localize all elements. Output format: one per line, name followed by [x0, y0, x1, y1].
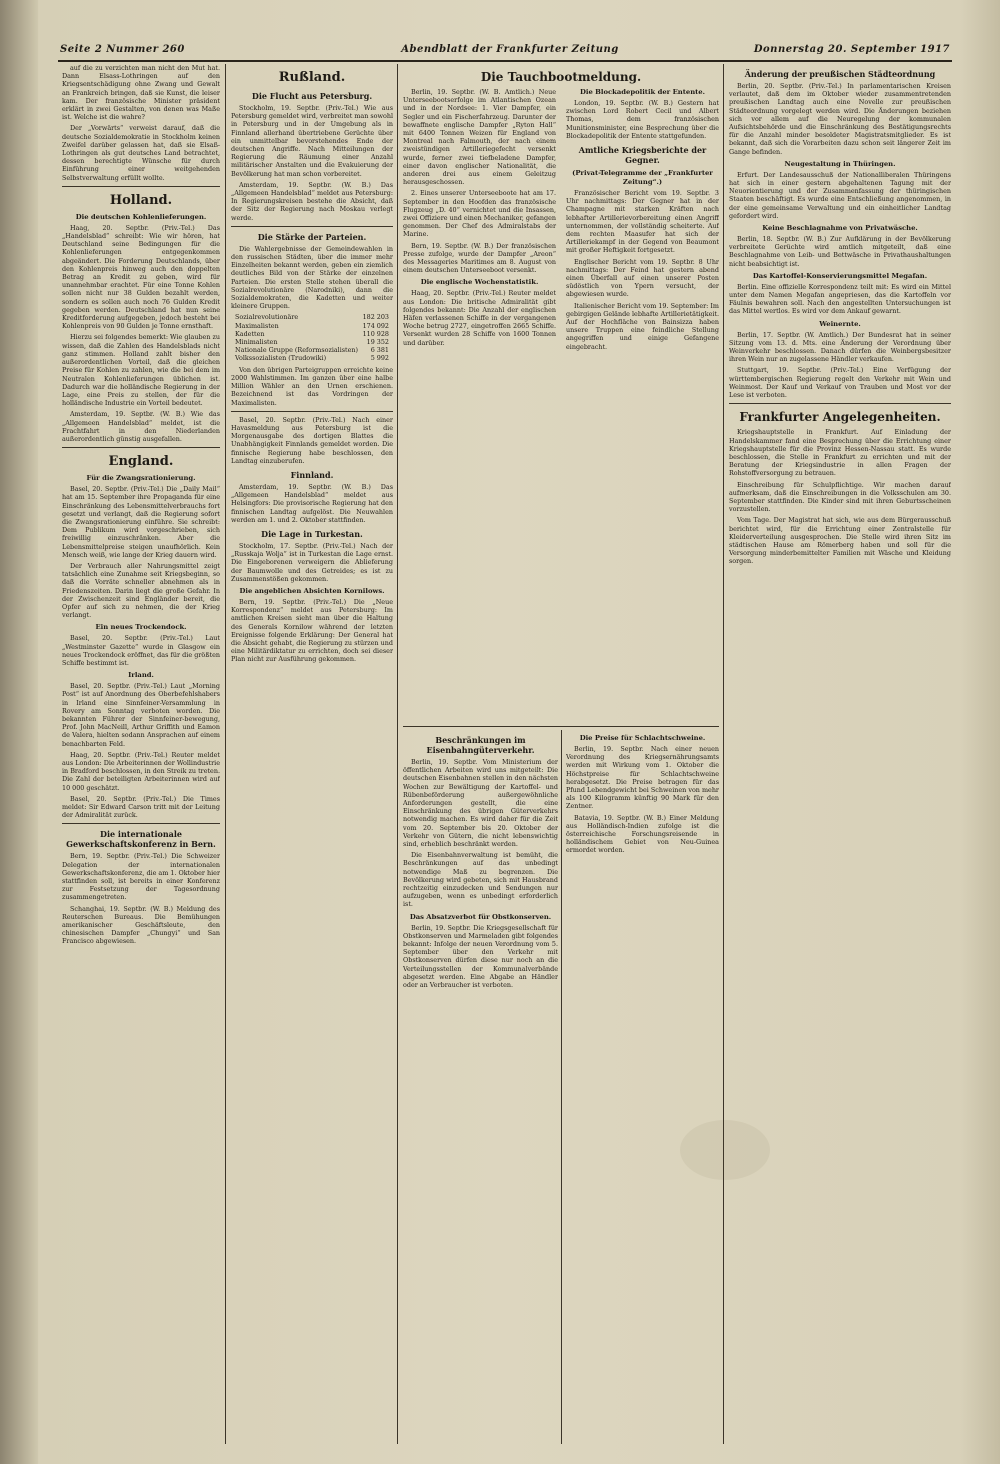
article-heading: Die internationale Gewerkschaftskonferenz in Bern. — [66, 829, 216, 850]
section-heading: Die Tauchbootmeldung. — [480, 70, 642, 84]
article-paragraph: Französischer Bericht vom 19. Septbr. 3 Uhr nachmittags: Der Gegner hat in der Champagne mit starken Kräften nach lebhafter Artillerievorbereitung einen Angriff unternommen, der vollständig scheiterte. Auf dem rechten Maasufer hat sich der Artilleriekampf in der Gegend von Beaumont mit großer Heftigkeit fortgesetzt. — [566, 189, 719, 255]
column-3-top — [403, 64, 719, 724]
article-paragraph: Berlin, 19. Septbr. Nach einer neuen Verordnung des Kriegsernährungsamts werden mit Wirkung vom 1. Oktober die Höchstpreise für Schlachtschweine herabgesetzt. Die Preise betragen für das Pfund Lebendgewicht bei Schweinen von mehr als 100 Kilogramm künftig 90 Mark für den Zentner. — [566, 745, 719, 811]
article-heading: Beschränkungen im Eisenbahngüterverkehr. — [426, 735, 535, 755]
article-heading: Für die Zwangsrationierung. — [86, 474, 196, 483]
section-heading: England. — [108, 454, 174, 470]
article-heading: Änderung der preußischen Städteordnung — [744, 69, 936, 79]
article-paragraph: Schanghai, 19. Septbr. (W. B.) Meldung des Reuterschen Bureaus. Die Bemühungen amerikanischer Geschäftsleute, den chinesischen Dampfer „Chungyi“ und San Francisco abgewiesen. — [62, 904, 220, 946]
article-paragraph: Bern, 19. Septbr. (Priv.-Tel.) Die Schweizer Delegation der internationalen Gewerkschaftskonferenz, die am 1. Oktober hier stattfinden soll, ist bereits in einer Konferenz zur Festsetzung der Tagesordnung zusammengetreten. — [62, 852, 220, 902]
article-paragraph: Stockholm, 17. Septbr. (Priv.-Tel.) Nach der „Russkaja Wolja“ ist in Turkestan die Lage ernst. Die Eingeborenen verweigern die Ablieferung der Baumwolle und des Getreides; es ist zu Zusammenstößen gekommen. — [231, 541, 393, 583]
article-paragraph: Berlin, 17. Septbr. (W. Amtlich.) Der Bundesrat hat in seiner Sitzung vom 13. d. Mts. eine Änderung der Verordnung über Weinverkehr beschlossen. Danach dürfen die Weinbergsbesitzer ihren Wein nur an zugelassene Händler verkaufen. — [729, 330, 951, 364]
article-paragraph: Bern, 19. Septbr. (Priv.-Tel.) Die „Neue Korrespondenz“ meldet aus Petersburg: Im amtlichen Kreisen sieht man über die Haltung des Generals Kornilow während der letzten Ereignisse folgende Erklärung: Der General hat die Absicht gehabt, die Regierung zu stürzen und eine Militärdiktatur zu errichten, doch sei dieser Plan nicht zur Ausführung gekommen. — [231, 597, 393, 664]
article-paragraph: Amsterdam, 19. Septbr. (W. B.) Das „Allgemeen Handelsblad“ meldet aus Helsingfors: Die provisorische Regierung hat den finnischen Landtag aufgelöst. Die Neuwahlen werden am 1. und 2. Oktober stattfinden. — [231, 482, 393, 524]
article-paragraph: Erfurt. Der Landesausschuß der Nationalliberalen Thüringens hat sich in einer gestern abgehaltenen Tagung mit der Neuorientierung und der Zusammenfassung der thüringischen Staaten beschäftigt. Es wurde eine Entschließung angenommen, in der eine gemeinsame Verwaltung und ein einheitlicher Landtag gefordert wird. — [729, 170, 951, 220]
article-heading: Keine Beschlagnahme von Privatwäsche. — [762, 224, 918, 233]
column-divider — [225, 64, 226, 1444]
article-paragraph: Vom Tage. Der Magistrat hat sich, wie aus dem Bürgerausschuß berichtet wird, für die Errichtung einer Zentralstelle für Kleiderverteilung ausgesprochen. Die Stelle wird ihren Sitz im städtischen Hause am Römerberg haben und soll für die Versorgung minderbemittelter Familien mit Wäsche und Kleidung sorgen. — [729, 516, 951, 566]
article-heading: Ein neues Trockendock. — [95, 623, 187, 632]
table-row: Kadetten 110 928 — [235, 329, 389, 338]
article-paragraph: Die Eisenbahnverwaltung ist bemüht, die Beschränkungen auf das unbedingt notwendige Maß zu begrenzen. Die Bevölkerung wird gebeten, sich mit Hausbrand rechtzeitig einzudecken und Sendungen nur aufzugeben, wenn es unbedingt erforderlich ist. — [403, 851, 558, 909]
article-heading: Die Preise für Schlachtschweine. — [579, 734, 706, 742]
article-paragraph: Berlin, 19. Septbr. Vom Ministerium der öffentlichen Arbeiten wird uns mitgeteilt: Die deutschen Eisenbahnen stellen in den nächsten Wochen zur Bewältigung der Kartoffel- und Rübenbeförderung außergewöhnliche Anforderungen gestellt, die eine Einschränkung des übrigen Güterverkehrs notwendig machen. Es wird daher für die Zeit vom 20. September bis 20. Oktober der Verkehr von Gütern, die nicht lebenswichtig sind, erheblich beschränkt werden. — [403, 758, 558, 849]
article-paragraph: Der „Vorwärts“ verweist darauf, daß die deutsche Sozialdemokratie in Stockholm keinen Zweifel darüber gelassen hat, daß sie Elsaß-Lothringen als gut deutsches Land betrachtet, dessen berechtigte Wünsche für durch Einführung einer weitgehenden Selbstverwaltung erfüllt wollte. — [62, 124, 220, 182]
article-paragraph: Bern, 19. Septbr. (W. B.) Der französischen Presse zufolge, wurde der Dampfer „Areon“ des Messageries Maritimes am 8. August von einem deutschen Unterseeboot versenkt. — [403, 241, 556, 275]
article-paragraph: Englischer Bericht vom 19. Septbr. 8 Uhr nachmittags: Der Feind hat gestern abend einen Überfall auf einen unserer Posten südöstlich von Ypern versucht, der abgewiesen wurde. — [566, 257, 719, 299]
article-paragraph: Batavia, 19. Septbr. (W. B.) Einer Meldung aus Holländisch-Indien zufolge ist die österreichische Forschungsreisende in holländischem Gebiet von Neu-Guinea ermordet worden. — [566, 813, 719, 855]
masthead — [60, 42, 950, 60]
article-heading: Die Lage in Turkestan. — [261, 528, 363, 539]
article-paragraph: Haag, 20. Septbr. (Priv.-Tel.) Reuter meldet aus London: Die Arbeiterinnen der Wollindustrie in Bradford beschlossen, in den Streik zu treten. Die Zahl der beteiligten Arbeiterinnen wird auf 10 000 geschätzt. — [62, 750, 220, 792]
article-paragraph: Haag, 20. Septbr. (Priv.-Tel.) Reuter meldet aus London: Die britische Admiralität gibt folgendes bekannt: Die Anzahl der englischen Häfen verlassenen Schiffe in der vergangenen Woche betrug 2727, eingetroffen 2665 Schiffe. Versenkt wurden 28 Schiffe von 1600 Tonnen und darüber. — [403, 289, 556, 347]
article-paragraph: Berlin, 19. Septbr. (W. B. Amtlich.) Neue Unterseebootserfolge im Atlantischen Ozean und in der Nordsee: 1. Vier Dampfer, ein Segler und ein Fischerfahrzeug. Darunter der bewaffnete englische Dampfer „Ryton Hall“ mit 6400 Tonnen Weizen für England von Montreal nach Falmouth, der nach einem zweistündigen Artilleriegefecht versenkt wurde, ferner zwei tiefbeladene Dampfer, einer davon englischer Nationalität, die anderen drei aus einem Geleitzug herausgeschossen. — [403, 88, 556, 187]
article-subheading: (Privat-Telegramme der „Frankfurter Zeitung“.) — [572, 169, 713, 187]
article-paragraph: Basel, 20. Septbr. (Priv.-Tel.) Laut „Westminster Gazette“ wurde in Glasgow ein neues Trockendock eröffnet, das für die größten Schiffe bestimmt ist. — [62, 634, 220, 667]
paper-stain — [680, 1120, 770, 1180]
table-row: Sozialrevolutionäre 182 203 — [235, 313, 389, 322]
masthead-rule — [58, 60, 952, 62]
article-paragraph: Von den übrigen Parteigruppen erreichte keine 2000 Wahlstimmen. Im ganzen über eine halbe Million Wähler an den Urnen erschienen. Bezeichnend ist das Vordringen der Maximalisten. — [231, 365, 393, 407]
column-divider — [397, 64, 398, 1444]
article-heading: Neugestaltung in Thüringen. — [784, 159, 896, 168]
article-paragraph: Kriegshauptstelle in Frankfurt. Auf Einladung der Handelskammer fand eine Besprechung über die Errichtung einer Kriegshauptstelle für die Provinz Hessen-Nassau statt. Es wurde beschlossen, die Stelle in Frankfurt zu errichten und mit der Beratung der Kriegsindustrie in allen Fragen der Rohstoffversorgung zu betrauen. — [729, 428, 951, 478]
article-heading: Die Flucht aus Petersburg. — [251, 91, 373, 101]
article-paragraph: Basel, 20. Septbr. (Priv.-Tel.) Laut „Morning Post“ ist auf Anordnung des Oberbefehlshabers in Irland eine Sinnfeiner-Versammlung in Rovery am Sonntag verboten worden. Die bekannten Führer der Sinnfeiner-bewegung, Prof. John MacNeill, Arthur Griffith und Eamon de Valera, hielten sodann Ansprachen auf einem benachbarten Feld. — [62, 682, 220, 748]
column-4 — [729, 64, 951, 1444]
table-row: Volkssozialisten (Trudowiki) 5 992 — [235, 354, 389, 363]
article-heading: Irland. — [128, 671, 154, 680]
article-heading: Die deutschen Kohlenlieferungen. — [75, 212, 207, 221]
article-heading: Finnland. — [290, 469, 334, 480]
table-row: Nationale Gruppe (Reformsozialisten) 6 381 — [235, 346, 389, 355]
newspaper-title: Abendblatt der Frankfurter Zeitung — [401, 44, 619, 55]
article-paragraph: Stuttgart, 19. Septbr. (Priv.-Tel.) Eine Verfügung der württembergischen Regierung regelt den Verkehr mit Wein und Weinmost. Der Kauf und Verkauf von Trauben und Most vor der Lese ist verboten. — [729, 366, 951, 400]
article-paragraph: Berlin, 20. Septbr. (Priv.-Tel.) In parlamentarischen Kreisen verlautet, daß dem im Oktober wieder zusammentretenden preußischen Landtag auch eine Novelle zur preußischen Städteordnung vorgelegt werden wird. Die Änderungen beziehen sich vor allem auf die Neuregelung der kommunalen Aufsichtsbehörde und die Einschränkung des Bestätigungsrechts für die Anzahl minder besoldeter Magistratsmitglieder. Es ist bekannt, daß sich die Vorarbeiten dazu schon seit längerer Zeit im Gange befinden. — [729, 82, 951, 156]
page-number: Seite 2 Nummer 260 — [60, 44, 185, 55]
article-heading: Die englische Wochenstatistik. — [420, 278, 539, 287]
issue-date: Donnerstag 20. September 1917 — [753, 44, 950, 55]
article-paragraph: Der Verbrauch aller Nahrungsmittel zeigt tatsächlich eine Zunahme seit Kriegsbeginn, so daß die Vorräte schneller abnehmen als in Friedenszeiten. Darin liegt die große Gefahr. In der Zwischenzeit sind Engländer bereit, die Opfer auf sich zu nehmen, die der Krieg verlangt. — [62, 561, 220, 620]
article-paragraph: Berlin. Eine offizielle Korrespondenz teilt mit: Es wird ein Mittel unter dem Namen Megafan angepriesen, das die Kartoffeln vor Fäulnis bewahren soll. Nach den angestellten Untersuchungen ist das Mittel wertlos. Es wird vor dem Ankauf gewarnt. — [729, 282, 951, 316]
article-paragraph: Einschreibung für Schulpflichtige. Wir machen darauf aufmerksam, daß die Einschreibungen in die Volksschulen am 30. September stattfinden. Die Kinder sind mit ihren Geburtsscheinen vorzustellen. — [729, 480, 951, 514]
article-heading: Weinernte. — [819, 319, 861, 328]
column-3-right — [566, 730, 719, 1444]
article-paragraph: Basel, 20. Septbr. (Priv.-Tel.) Die „Daily Mail“ hat am 15. September ihre Propaganda für eine Einschränkung des Lebensmittelverbrauchs fort gesetzt und verlangt, daß die Regierung sofort die Zwangsrationierung einführe. Sie schreibt: Dem Publikum wird vorgeschrieben, sich freiwillig einzuschränken. Aber die Lebensmittelpreise steigen unaufhörlich. Kein Mensch weiß, wie lange der Krieg dauern wird. — [62, 485, 220, 559]
article-paragraph: Haag, 20. Septbr. (Priv.-Tel.) Das „Handelsblad“ schreibt: Wie wir hören, hat Deutschland seine Bedingungen für die Kohlenlieferungen entgegenkommen abgeändert. Die Forderung Deutschlands, über den Kohlenpreis hinweg auch den doppelten Betrag an Kredit zu geben, wird für unannehmbar erachtet. Für eine Tonne Kohlen sollen nicht nur 38 Gulden bezahlt werden, sondern es sollen auch noch 76 Gulden Kredit gegeben werden. Deutschland hat nun seine Kreditforderung aufgegeben, jedoch besteht bei Kohlenpreis von 90 Gulden je Tonne ernsthaft. — [62, 223, 220, 331]
article-heading: Amtliche Kriegsberichte der Gegner. — [578, 145, 707, 166]
article-paragraph: Die Wahlergebnisse der Gemeindewahlen in den russischen Städten, über die immer mehr Einzelheiten bekannt werden, geben ein ziemlich deutliches Bild von der Stärke der einzelnen Parteien. Die ersten Stelle stehen überall die Sozialrevolutionäre (Narodniki), dann die Sozialdemokraten, die Kadetten und weiter kleinere Gruppen. — [231, 244, 393, 311]
column-2 — [231, 64, 393, 1444]
article-paragraph: Amsterdam, 19. Septbr. (W. B.) Das „Allgemeen Handelsblad“ meldet aus Petersburg: In Regierungskreisen bestehe die Absicht, daß der Sitz der Regierung nach Moskau verlegt werde. — [231, 180, 393, 222]
section-heading: Rußland. — [278, 70, 346, 85]
article-heading: Die angeblichen Absichten Kornilows. — [239, 586, 385, 595]
article-paragraph: Basel, 20. Septbr. (Priv.-Tel.) Die Times meldet: Sir Edward Carson tritt mit der Leitung der Admiralität zurück. — [62, 794, 220, 820]
article-paragraph: Berlin, 18. Septbr. (W. B.) Zur Aufklärung in der Bevölkerung verbreitete Gerüchte wird amtlich mitgeteilt, daß eine Beschlagnahme von Leib- und Bettwäsche in Privathaushaltungen nicht beabsichtigt ist. — [729, 235, 951, 268]
table-row: Maximalisten 174 092 — [235, 321, 389, 330]
table-row: Minimalisten 19 352 — [235, 338, 389, 347]
article-paragraph: auf die zu verzichten man nicht den Mut hat. Dann Elsass-Lothringen auf den Kriegsentschädigung ohne Zwang und Gewalt an Frankreich bringen, daß sie Kunst, die leiser kam. Der französische Minister präsident erklärt in zwei Gestalten, von denen was Maße ist. Welche ist die wahre? — [62, 64, 220, 122]
article-paragraph: London, 19. Septbr. (W. B.) Gestern hat zwischen Lord Robert Cecil und Albert Thomas, dem französischen Munitionsminister, eine Besprechung über die Blockadepolitik der Entente stattgefunden. — [566, 99, 719, 140]
article-paragraph: Italienischer Bericht vom 19. September: Im gebirgigen Gelände lebhafte Artillerietätigkeit. Auf der Hochfläche von Bainsizza haben unsere Truppen eine feindliche Stellung angegriffen und einige Gefangene eingebracht. — [566, 301, 719, 351]
section-rule — [403, 726, 719, 727]
election-results-table — [235, 313, 389, 362]
article-paragraph: Amsterdam, 19. Septbr. (W. B.) Wie das „Allgemeen Handelsblad“ meldet, ist die Frachtfahrt in den Niederlanden außerordentlich günstig ausgefallen. — [62, 410, 220, 443]
page-binding-edge — [0, 0, 38, 1464]
column-divider — [561, 730, 562, 1444]
article-paragraph: Berlin, 19. Septbr. Die Kriegsgesellschaft für Obstkonserven und Marmeladen gibt folgendes bekannt: Infolge der neuen Verordnung vom 5. September über den Verkehr mit Obstkonserven dürfen diese nur noch an die Verteilungsstellen der Kommunalverbände abgesetzt werden. Eine Abgabe an Händler oder an Verbraucher ist verboten. — [403, 923, 558, 990]
section-heading: Frankfurter Angelegenheiten. — [739, 410, 941, 425]
section-heading: Holland. — [109, 192, 173, 208]
column-3-left — [403, 730, 558, 1444]
article-heading: Das Absatzverbot für Obstkonserven. — [409, 912, 552, 921]
column-divider — [723, 64, 724, 1444]
article-heading: Das Kartoffel-Konservierungsmittel Megafan. — [752, 271, 928, 280]
article-heading: Die Stärke der Parteien. — [257, 231, 367, 242]
article-paragraph: 2. Eines unserer Unterseeboote hat am 17. September in den Hoofden das französische Flugzeug „D. 40“ vernichtet und die Insassen, zwei Offiziere und einen Mechaniker, gefangen genommen. Der Chef des Admiralstabs der Marine. — [403, 189, 557, 239]
article-heading: Die Blockadepolitik der Entente. — [580, 88, 705, 96]
article-paragraph: Stockholm, 19. Septbr. (Priv.-Tel.) Wie aus Petersburg gemeldet wird, verbreitet man sowohl in Petersburg und in der Umgebung als in Finnland allerhand übertriebene Gerüchte über ein unmittelbar bevorstehendes Ende der deutschen Angriffe. Nach Mitteilungen der Regierung die Räumung einer Anzahl militärischer Anstalten und die Evakuierung der Bevölkerung hat man schon vorbereitet. — [231, 104, 393, 178]
two-column-block — [403, 88, 719, 352]
article-paragraph: Hierzu sei folgendes bemerkt: Wie glauben zu wissen, daß die Zahlen des Handelsblads nicht ganz stimmen. Holland zahlt bisher den außerordentlichen Vorteil, daß die gleichen Preise für Kohlen zu zahlen, wie die bei dem im Neutralen Kohlenlieferungen üblichen ist. Dadurch war die holländische Regierung in der Lage, eine Preis zu stellen, der für die holländische Industrie ein Vorteil bedeutet. — [62, 333, 220, 408]
column-1 — [62, 64, 220, 1444]
article-paragraph: Basel, 20. Septbr. (Priv.-Tel.) Nach einer Havasmeldung aus Petersburg ist die Morgenausgabe des dortigen Blattes die Unabhängigkeit Finnlands gemeldet worden. Die finnische Regierung habe beschlossen, den Landtag einzuberufen. — [231, 415, 393, 465]
